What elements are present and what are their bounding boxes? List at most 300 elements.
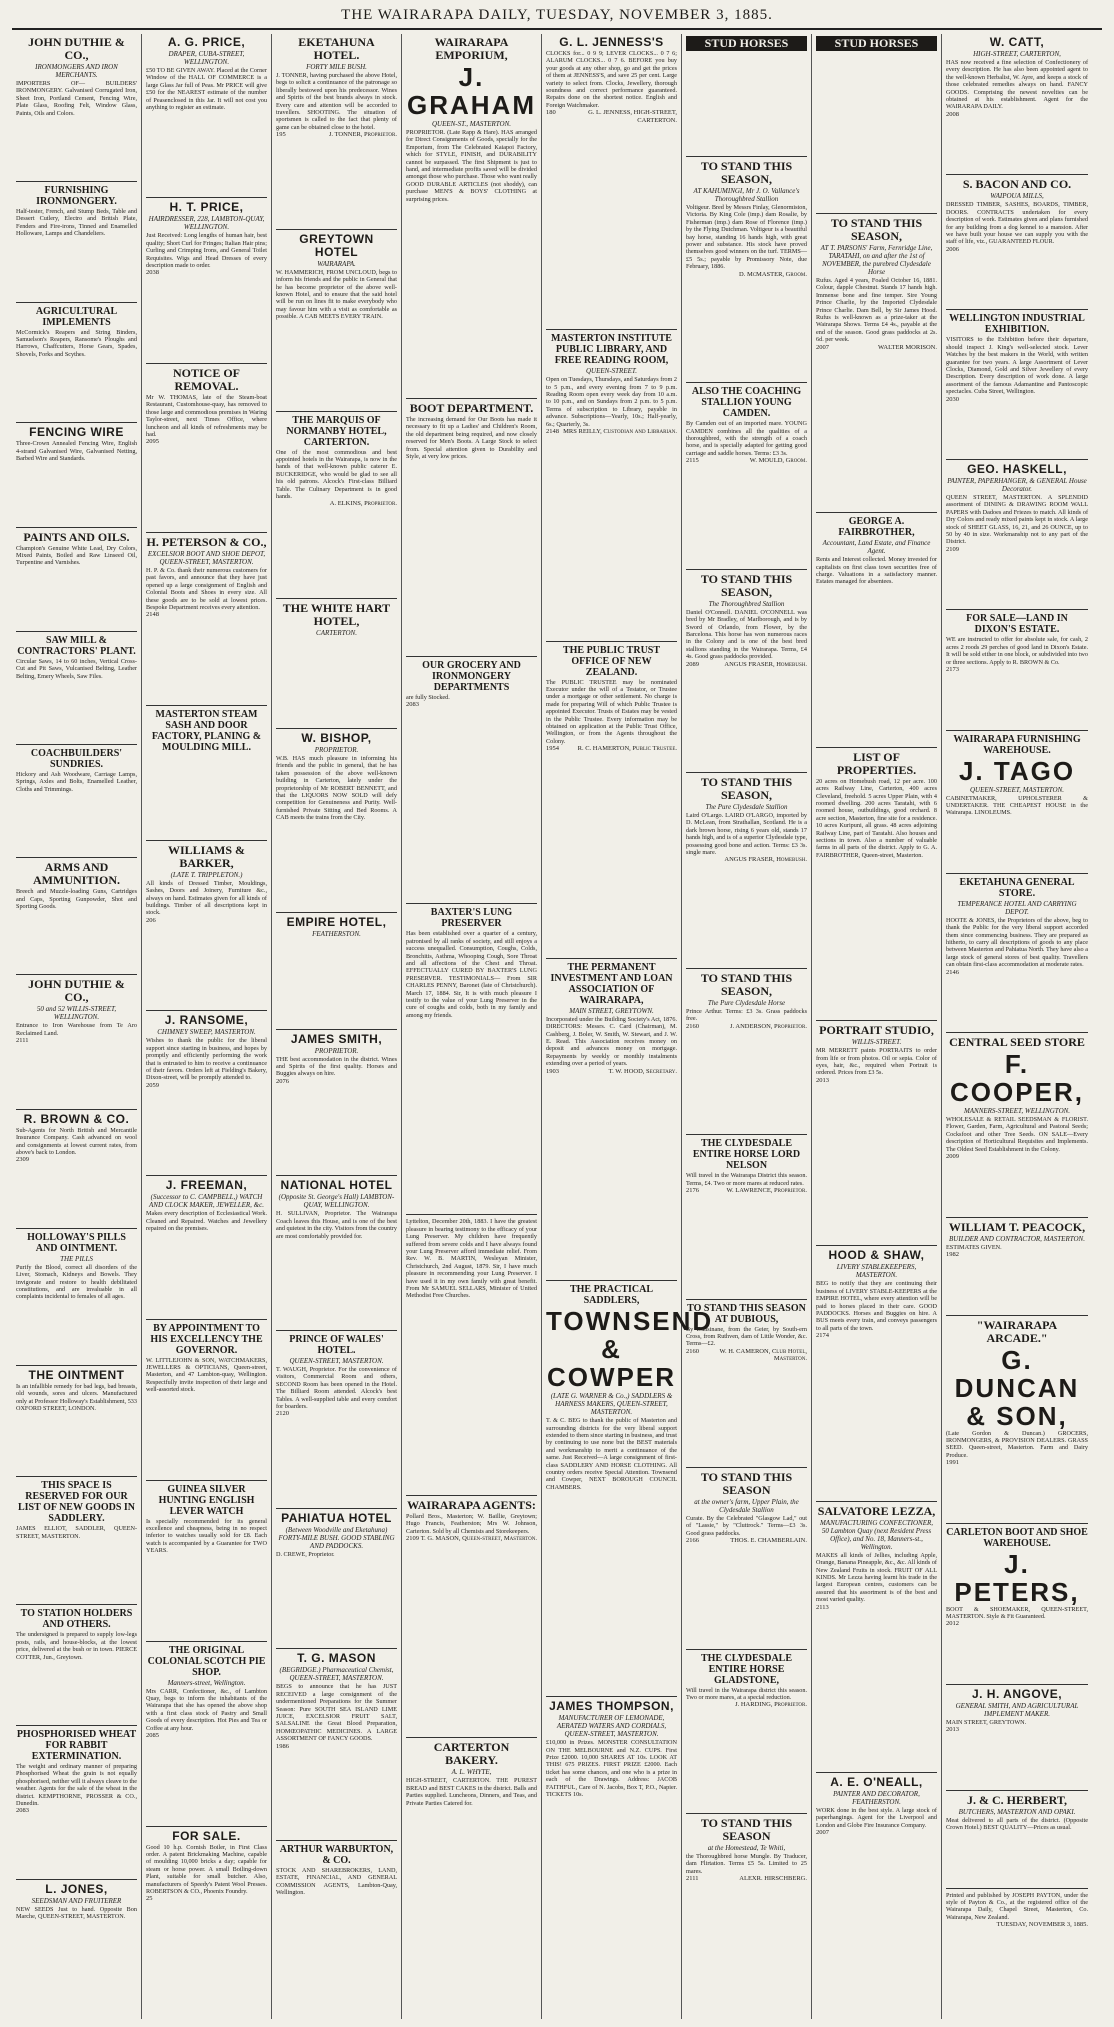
ad-subheading: QUEEN-STREET, MASTERTON. (289, 1356, 384, 1365)
ad-reference-number: 195 (276, 131, 286, 139)
ad-heading: TO STAND THIS SEASON, (700, 571, 793, 599)
advertisement (16, 531, 137, 632)
advertisement (146, 1645, 267, 1827)
ad-reference-number: 2009 (946, 1153, 959, 1161)
ad-body-text: Rents and Interest collected. Money invested for capitalists on first class town securities free of charge. Valuations in a satisfactory manner. Estates managed for absentees. (816, 556, 937, 586)
ad-subheading: Accountant, Land Estate, and Finance Agent. (822, 539, 931, 556)
ad-heading: W. CATT, (989, 35, 1045, 49)
ad-signature (276, 131, 397, 139)
ad-body-text: T. & C. BEG to thank the public of Masterton and surrounding districts for the very liberal support extended to them since starting in business, and trust by continuing to use none but the BEST materials and workmanship to merit a continuance of the same. Just Received—A large consignment of first-class SADDLERY AND HORSE CLOTHING. All country orders receive Special Attention. Townsend and Cowper, NEXT BOROUGH COUNCIL CHAMBERS. (546, 1417, 677, 1491)
advertisement (686, 573, 807, 773)
ad-heading: ALSO THE COACHING STALLION YOUNG CAMDEN. (691, 386, 802, 420)
ad-body-text: Is an infallible remedy for bad legs, bad breasts, old wounds, sores and ulcers. Manufactured only at Professor Holloway's Establishment, 533 OXFORD STREET, LONDON. (16, 1382, 137, 1413)
ad-body-text: £50 TO BE GIVEN AWAY. Placed at the Corner Window of the HALL OF COMMERCE is a large Glass Jar full of Peas. Mr PRICE will give £50 for the NEAREST estimate of the number of Peasenclosed in this Jar. It will not cost you anything to register an estimate. (146, 67, 267, 112)
ad-reference-number: 2007 (816, 343, 829, 351)
masthead (0, 0, 1114, 30)
advertisement (816, 1776, 937, 1998)
ad-subheading: LIVERY STABLEKEEPERS, MASTERTON. (836, 1263, 917, 1280)
ad-reference-number: 2109 (406, 1534, 419, 1542)
ad-body-text: The increasing demand for Our Boots has made it necessary to fit up a Ladies' and Children's Room, the old department being required, and now closely reserved for Men's Boots. A Large Stock to select from. Special attention given to Durability and Style, at very low prices. (406, 416, 537, 461)
ad-body-text: Lyttelton, December 20th, 1883. I have the greatest pleasure in bearing testimony to the efficacy of your Lung Preserver. My children have frequently suffered from severe colds and I have always found your Lung Preserver afford immediate relief. From Rev. W. B. MARTIN, Wesleyan Minister, Christchurch, 2nd August, 1879. Sir, I have much pleasure in recommending your Lung Preserver. I have used it in my own family with great benefit. From Mr SAMUEL SELLARS, Minister of United Methodist Free Churches. (406, 1218, 537, 1300)
ad-heading: THIS SPACE IS RESERVED FOR OUR LIST OF NEW GOODS IN SADDLERY. (17, 1480, 136, 1525)
advertisement (946, 613, 1088, 730)
ad-body-text: the Thoroughbred horse Mungle. By Traducer, dam Flirtation. Terms £5 5s. Limited to 25 mares. (686, 1852, 807, 1875)
ad-heading: TO STAND THIS SEASON, (700, 970, 793, 998)
advertisement (146, 844, 267, 1012)
ad-body-text: Daniel O'Connell. DANIEL O'CONNELL was bred by Mr Bradley, of Marlborough, and is by Sword of Orlando, from Flower, by the Barcelona. This horse has won numerous races in the Colony and is one of the best bred stallions standing in the Wairarapa. Terms, £4 4s. Good grass paddocks provided. (686, 608, 807, 661)
ad-heading: J. H. ANGOVE, (971, 1686, 1063, 1701)
advertisement (946, 1892, 1088, 1985)
ad-reference-number: 2115 (686, 457, 699, 465)
ad-signature-text: A. ELKINS, Proprietor. (329, 500, 397, 508)
advertisement (276, 602, 397, 729)
ad-subheading: A. L. WHYTE, (451, 1768, 492, 1777)
ad-subheading: IRONMONGERS AND IRON MERCHANTS. (35, 63, 118, 79)
ad-reference-number: 1982 (946, 1251, 959, 1258)
ad-body-text: THE best accommodation in the district. Wines and Spirits of the first quality. Horses and Buggies always on hire. (276, 1055, 397, 1078)
ad-signature (946, 111, 1088, 119)
advertisement (686, 386, 807, 570)
advertisement (146, 367, 267, 533)
advertisement (546, 36, 677, 330)
ad-subheading: PROPRIETOR. (314, 1046, 359, 1055)
ad-reference-number: 2173 (946, 666, 959, 673)
ad-subheading: (LATE G. WARNER & Co.,) SADDLERS & HARNESS MAKERS, QUEEN-STREET, MASTERTON. (550, 1392, 673, 1417)
ad-body-text: Hickory and Ash Woodware, Carriage Lamps, Springs, Axles and Bolts, Enamelled Leather, Cloths and Trimmings. (16, 770, 137, 793)
advertisement (946, 1221, 1088, 1316)
ad-signature (686, 271, 807, 279)
ad-body-text: The weight and ordinary manner of preparing Phosphorised Wheat the grain is not equally phosphorised, neither will it always cleave to the weather. Agents for the sale of the wheat in the district. KEMPTHORNE, PROSSER & CO., Dunedin. (16, 1762, 137, 1807)
ad-body-text: IMPORTERS OF— BUILDERS' IRONMONGERY. Galvanised Corrugated Iron, Sheet Iron, Portland Cement, Fencing Wire, Plate Glass, Roofing Felt, Window Glass, Paints, Oils and Colors. (16, 80, 137, 117)
column-3 (272, 34, 402, 2019)
ad-heading: MASTERTON STEAM SASH AND DOOR FACTORY, PLANING & MOULDING MILL. (151, 708, 262, 753)
ad-body-text: are fully Stocked. (406, 693, 450, 701)
ad-display-name: J. PETERS, (954, 1548, 1080, 1607)
advertisement (546, 962, 677, 1281)
ad-subheading: WAIPOUA MILLS, (990, 192, 1044, 201)
ad-reference-number: 1903 (546, 1067, 559, 1075)
ad-heading: CARLETON BOOT AND SHOE WAREHOUSE. (946, 1526, 1088, 1549)
advertisement (406, 36, 537, 399)
ad-body-text: Pollard Bros., Masterton; W. Baillie, Greytown; Hugo Francis, Featherston; Mrs W. Johnson, Carterton. Sold by all Chemists and Storekeepers. (406, 1512, 537, 1535)
ad-body-text: Is specially recommended for its general excellence and cheapness, being in no respect inferior to watches usually sold for £8. Each watch is accompanied by a Guarantee for TWO YEARS. (146, 1517, 267, 1555)
advertisement (686, 36, 807, 157)
column-7 (812, 34, 942, 2019)
ad-subheading: QUEEN-STREET. (585, 367, 637, 376)
ad-reference-number: 2176 (686, 1187, 699, 1195)
advertisement (146, 1323, 267, 1481)
ad-body-text: W.B. HAS much pleasure in informing his friends and the public in general, that he has taken possession of the above well-known building in Carterton, lately under the proprietorship of Mr ROBERT BENNETT, and that the LIQUORS NOW SOLD will defy competition for Genuineness and Purity. Well-furnished Private Sitting and Bed Rooms. A CAB meets the trains from the City. (276, 754, 397, 822)
ad-subheading: DRAPER, CUBA-STREET, WELLINGTON. (168, 50, 245, 66)
advertisement (406, 1741, 537, 2002)
ad-heading: THE ORIGINAL COLONIAL SCOTCH PIE SHOP. (147, 1644, 266, 1678)
advertisement (946, 313, 1088, 460)
ad-heading: THE CLYDESDALE ENTIRE HORSE GLADSTONE, (700, 1652, 793, 1686)
ad-heading: "WAIRARAPA ARCADE." (976, 1317, 1058, 1345)
ad-body-text: MAIN STREET, GREYTOWN. (946, 1718, 1027, 1726)
ad-reference-number: 2111 (686, 1875, 699, 1883)
ad-body-text: Printed and published by JOSEPH PAYTON, under the style of Payton & Co., at the registered office of the Wairarapa Daily, Chapel Street, Masterton, Co. Wairarapa, New Zealand. (946, 1891, 1088, 1921)
ad-subheading: WILLIS-STREET. (851, 1038, 902, 1047)
ad-heading: OUR GROCERY AND IRONMONGERY DEPARTMENTS (422, 659, 521, 693)
ad-heading: NOTICE OF REMOVAL. (172, 365, 240, 393)
ad-signature (686, 1187, 807, 1195)
ad-body-text: DRESSED TIMBER, SASHES, BOARDS, TIMBER, DOORS. CONTRACTS undertaken for every description of work. Estimates given and plans furnished for any building from a dog kennel to a mansion. After we have built your house we can supply you with the staff of life, viz., GUARANTEED FLOUR. (946, 201, 1088, 246)
ad-subheading: CHIMNEY SWEEP, MASTERTON. (157, 1028, 256, 1037)
advertisement (146, 709, 267, 841)
advertisement (546, 1700, 677, 2003)
ad-signature (16, 1156, 137, 1164)
advertisement (686, 776, 807, 969)
ad-body-text: MAKES all kinds of Jellies, including Apple, Orange, Banana Pineapple, &c., &c. All kinds of New Zealand Fruits in stock. FRUIT OF ALL KINDS. Mr Lezza having learnt his trade in the largest European centres, customers can be assured that his assortment is of the best and most varied quality. (816, 1551, 937, 1604)
ad-signature (946, 1459, 1088, 1467)
ad-reference-number: 2309 (16, 1156, 29, 1164)
ad-heading: HOLLOWAY'S PILLS AND OINTMENT. (27, 1231, 126, 1254)
ad-heading: H. T. PRICE, (169, 200, 244, 215)
ad-body-text: QUEEN STREET, MASTERTON. A SPLENDID assortment of DINING & DRAWING ROOM WALL PAPERS with Dadoes and Friezes to match. All kinds of Dry Colors and ready mixed paints kept in stock. A large stock of SHEET GLASS, 16, 21, and 26 OUNCE, up to 50 by 40 in size. Workmanship not to any part of the District. (946, 494, 1088, 546)
advertisement (276, 732, 397, 913)
ad-body-text: W. LITTLEJOHN & SON, WATCHMAKERS, JEWELLERS & OPTICIANS, Queen-street, Masterton, and 47 Lambton-quay, Wellington. Respectfully invite inspection of their large and well-assorted stock. (146, 1356, 267, 1394)
ad-body-text: JAMES ELLIOT, SADDLER, QUEEN-STREET, MASTERTON. (16, 1525, 137, 1540)
advertisement (686, 1817, 807, 1987)
ad-body-text: Good 10 h.p. Cornish Boiler, in First Class order. A patent Brickmaking Machine, capable of moulding 10,000 bricks a day; capable for steam or horse power. A small Boiling-down Plant, suitable for small butcher. Also, manufacturers of Speedy's Patent Wool Presses. ROBERTSON & CO., Phoenix Foundry. (146, 1843, 267, 1895)
ad-heading: THE OINTMENT (28, 1367, 125, 1382)
ad-heading: WELLINGTON INDUSTRIAL EXHIBITION. (949, 313, 1085, 336)
ad-signature-text: D. McMASTER, Groom. (739, 270, 807, 278)
ad-signature (946, 1153, 1088, 1161)
ad-heading: GEO. HASKELL, (967, 462, 1067, 477)
ad-heading: COACHBUILDERS' SUNDRIES. (30, 747, 123, 770)
ad-heading: WAIRARAPA AGENTS: (407, 1497, 536, 1512)
ad-body-text: Will travel in the Wairarapa district this season. Two or more mares, at a special reduction. (686, 1686, 807, 1701)
ad-reference-number: 2013 (816, 1076, 829, 1084)
ad-heading: AGRICULTURAL IMPLEMENTS (35, 305, 118, 328)
ad-subheading: AT KAHUMINGI, Mr J. O. Vallance's Thoroughbred Stallion (693, 187, 800, 203)
ad-body-text: Three-Crown Annealed Fencing Wire, English 4-strand Galvanised Wire, Galvanised Netting, Barbed Wire and Standards. (16, 440, 137, 463)
ad-body-text: Will travel in the Wairarapa District this season. Terms, £4. Two or more mares at reduced rates. (686, 1172, 807, 1187)
ad-body-text: Curate. By the Celebrated "Glasgow Lad," out of "Lassie," by "Cluttrock." Terms—£3 3s. Good grass paddocks. (686, 1514, 807, 1537)
ad-reference-number: 2174 (816, 1332, 829, 1340)
ad-body-text: (Late Gordon & Duncan.) GROCERS, IRONMONGERS, & PROVISION DEALERS. GRASS SEED. Queen-street, Masterton. Farm and Dairy Produce. (946, 1429, 1088, 1459)
ad-reference-number: 2083 (16, 1807, 29, 1815)
ad-heading: FENCING WIRE (29, 425, 124, 440)
ad-subheading: (BEGRIDGE.) Pharmaceutical Chemist, QUEEN-STREET, MASTERTON. (279, 1666, 394, 1683)
ad-signature-text: J. HARDING, Proprietor. (735, 1701, 807, 1709)
ad-signature (686, 1023, 807, 1031)
ad-signature (816, 1829, 937, 1837)
ad-signature (686, 1875, 807, 1883)
ad-reference-number: 2007 (816, 1829, 829, 1837)
ad-heading: BAXTER'S LUNG PRESERVER (430, 907, 513, 930)
ad-heading: J. & C. HERBERT, (966, 1792, 1068, 1807)
ad-reference-number: 2085 (146, 1732, 159, 1740)
advertisement (546, 333, 677, 641)
advertisement (686, 1138, 807, 1299)
ad-signature (276, 1078, 397, 1086)
advertisement (276, 1844, 397, 1987)
advertisement (546, 645, 677, 959)
advertisement (406, 1218, 537, 1495)
ad-heading: FURNISHING IRONMONGERY. (36, 185, 117, 208)
advertisement (146, 1179, 267, 1319)
ad-body-text: H. SULLIVAN, Proprietor. The Wairarapa Coach leaves this House, and is one of the best and quietest in the city. Visitors from the country are most comfortably provided for. (276, 1210, 397, 1240)
ad-subheading: MANUFACTURER OF LEMONADE, AERATED WATERS AND CORDIALS, QUEEN-STREET, MASTERTON. (556, 1714, 667, 1739)
ad-signature-text: T. W. HOOD, Secretary. (608, 1067, 677, 1075)
ad-signature (146, 438, 267, 446)
ad-heading: A. G. PRICE, (167, 35, 246, 49)
ad-body-text: Purify the Blood, correct all disorders of the Liver, Stomach, Kidneys and Bowels. They invigorate and restore to health debilitated constitutions, and are invaluable in all complaints incidental to females of all ages. (16, 1263, 137, 1301)
ad-signature (146, 611, 267, 619)
advertisement (276, 1334, 397, 1509)
ad-subheading: WAIRARAPA. (317, 259, 356, 268)
ad-heading: FOR SALE. (172, 1828, 241, 1843)
ad-display-name: G. DUNCAN & SON, (954, 1344, 1080, 1431)
ad-subheading: FEATHERSTON. (312, 929, 361, 938)
ad-body-text: Makes every description of Ecclesiastical Work. Cleaned and Repaired. Watches and Jewellery repaired on the premises. (146, 1210, 267, 1233)
advertisement (146, 1830, 267, 1989)
ad-body-text: CLOCKS for... 0 9 9; LEVER CLOCKS... 0 7 6; ALARUM CLOCKS... 0 7 6. BEFORE you buy your goods at any other shop, go and get the prices of them at JENNESS'S, and save 25 per cent. Large variety to select from. Clocks, Jewellery, thorough soundness and correct performance guaranteed. Repairs done on the shortest notice. English and Foreign Watchmaker. (546, 50, 677, 109)
ad-body-text: T. WAUGH, Proprietor. For the convenience of visitors, Commercial Room and others, SECOND Room has been opened in the Hotel. The Billiard Room attended. Alcock's best Tables. A well-supplied table and every comfort for boarders. (276, 1365, 397, 1410)
ad-signature-text: MRS REILLY, Custodian and Librarian. (563, 428, 677, 436)
advertisement (816, 1249, 937, 1501)
ad-body-text: Meat delivered to all parts of the district. (Opposite Crown Hotel.) BEST QUALITY—Prices as usual. (946, 1816, 1088, 1832)
ad-reference-number: 2012 (946, 1620, 959, 1628)
ad-body-text: Open on Tuesdays, Thursdays, and Saturdays from 2 to 5 p.m., and every evening from 7 to 9 p.m. Reading Room open every week day from 10 a.m. to 10 p.m., and on Sundays from 2 p.m. to 5 p.m. Terms of subscription to Library, payable in advance. Subscriptions—Yearly, 10s.; Half-yearly, 6s.; Quarterly, 3s. (546, 376, 677, 428)
advertisement (946, 36, 1088, 175)
ad-heading: TO STAND THIS SEASON, (700, 775, 793, 803)
ad-heading: TO STAND THIS SEASON, (830, 216, 923, 243)
ad-body-text: PROPRIETOR. (Late Rapp & Hare). HAS arranged for Direct Consignments of Goods, specially for the Emporium, from The Celebrated Kaiapoi Factory, which for STYLE, FINISH, and DURABILITY cannot be surpassed. The first Shipment is just to hand, and intermediate profits saved will be divided amongst those who purchase. Those who want really GOOD DURABLE ARTICLES (not shoddy), can purchase MEN'S & BOYS' CLOTHING at surprising prices. (406, 129, 537, 203)
ad-reference-number: 2111 (16, 1037, 29, 1045)
ad-body-text: J. TONNER, having purchased the above Hotel, begs to solicit a continuance of the patronage so liberally bestowed upon his predecessor. Wines and Spirits of the best brands always in stock. Every care and attention will be accorded to travellers. SHOOTING. The situation of sportsmen is called to the fact that plenty of game can be obtained close to the hotel. (276, 72, 397, 131)
ad-display-name: TOWNSEND & COWPER (546, 1306, 714, 1393)
ad-signature-text: R. C. HAMERTON, Public Trustee. (577, 745, 677, 753)
ad-subheading: (LATE T. TRIPPLETON.) (170, 870, 243, 879)
ad-signature (276, 500, 397, 508)
advertisement (686, 1653, 807, 1814)
ad-subheading: (Successor to C. CAMPBELL,) WATCH AND CLOCK MAKER, JEWELLER, &c. (149, 1193, 264, 1210)
ad-body-text: HAS now received a fine selection of Confectionery of every description. He has also been appointed agent to the well-known Herbalist, W. Ayre, and keeps a stock of those celebrated remedies always on hand. FANCY GOODS. Comprising the newest novelties can be obtained at his establishment. Agent for the WAIRARAPA DAILY. (946, 59, 1088, 111)
ad-heading: J. FREEMAN, (165, 1178, 248, 1193)
ad-body-text: Voltigeur. Bred by Messrs Finlay, Glenormiston, Victoria. By King Cole (imp.) dam Rosalie, by Fisherman (imp.) dam Rose of Florence (imp.) by the Flying Dutchman. Voltigeur is a beautiful bay horse, standing 16 hands high, with great power and substance. His stock have proved themselves good winners on the turf. TERMS—£5 5s.; payable by Promissory Note, due February, 1886. (686, 204, 807, 271)
ad-reference-number: 2030 (946, 395, 959, 403)
advertisement (276, 1033, 397, 1177)
ad-body-text: WE are instructed to offer for absolute sale, for cash, 2 acres 2 roods 29 perches of good land in Dixon's Estate. It will be sold either in one block, or subdivided into two or three sections. Apply to R. BROWN & Co. (946, 636, 1088, 666)
ad-signature-text: T. G. MASON, Queen-street, Masterton. (420, 1534, 537, 1542)
advertisement (276, 415, 397, 599)
ad-body-text: CABINETMAKER, UPHOLSTERER & UNDERTAKER. THE CHEAPEST HOUSE in the Wairarapa. LINOLEUMS. (946, 794, 1088, 817)
ad-heading: FOR SALE—LAND IN DIXON'S ESTATE. (966, 613, 1068, 636)
ad-body-text: McCormick's Reapers and String Binders, Samuelson's Reapers, Ransome's Ploughs and Harrows, Chaffcutters, Horse Gears, Spades, Shovels, Forks and Scythes. (16, 328, 137, 358)
advertisement (16, 36, 137, 182)
ad-heading: EKETAHUNA HOTEL. (298, 35, 375, 62)
ad-heading: LIST OF PROPERTIES. (836, 749, 917, 777)
ad-reference-number: 2160 (686, 1347, 699, 1355)
ad-subheading: MANNERS-STREET, WELLINGTON. (963, 1107, 1071, 1116)
ad-signature (686, 457, 807, 465)
ad-reference-number: 2148 (546, 428, 559, 436)
ad-display-name: J. GRAHAM (407, 62, 536, 120)
ad-body-text: The PUBLIC TRUSTEE may be nominated Executor under the will of a Testator, or Trustee under a mortgage or other settlement. No charge is made for preparing Will of which Public Trustee is appointed Executor. Trusts of Estates may be vested in the Public Trustee. Every information may be obtained on application at the Public Trust Office, Wellington, or from the Agents throughout the Colony. (546, 678, 677, 745)
ad-subheading: at the owner's farm, Upper Plain, the Clydesdale Stallion (694, 1497, 799, 1514)
advertisement (276, 233, 397, 412)
ad-heading: GEORGE A. FAIRBROTHER, (838, 516, 915, 539)
ad-signature (276, 1410, 397, 1418)
ad-body-text: W. HAMMERICH, FROM UNCLOUD, begs to inform his friends and the public in General that he has become proprietor of the above well-known Hotel, and to ensure that the said hotel will be run on lines fit to make everybody who may favour him with a visit as comfortable as possible. A CAB MEETS EVERY TRAIN. (276, 268, 397, 321)
ad-heading: TO STAND THIS SEASON, (700, 159, 793, 186)
ad-subheading: SEEDSMAN AND FRUITERER (31, 1896, 122, 1905)
ad-heading: TO STAND THIS SEASON (700, 1815, 793, 1843)
ad-signature (406, 1535, 537, 1543)
ad-subheading: CARTERTON. (316, 628, 357, 637)
ad-heading: W. BISHOP, (301, 730, 372, 745)
ad-heading: JAMES SMITH, (290, 1031, 383, 1046)
ad-heading: JOHN DUTHIE & CO., (28, 977, 125, 1005)
ad-subheading: QUEEN-ST., MASTERTON. (431, 120, 512, 128)
ad-subheading: (Between Woodville and Eketahuna) FORTY-MILE BUSH. GOOD STABLING AND PADDOCKS. (278, 1525, 395, 1550)
ad-body-text: BEG to notify that they are continuing their business of LIVERY STABLE-KEEPERS at the EMPIRE HOTEL, where every attention will be paid to horses placed in their care. GOOD PADDOCKS. Horses and Buggies on hire. A BUS meets every train, and conveys passengers to all parts of the town. (816, 1280, 937, 1332)
ad-subheading: GENERAL SMITH, AND AGRICULTURAL IMPLEMENT MAKER. (955, 1701, 1079, 1718)
advertisement (686, 1303, 807, 1468)
column-6 (682, 34, 812, 2019)
ad-signature (546, 109, 677, 124)
ad-body-text: All kinds of Dressed Timber, Mouldings, Sashes, Doors and Joinery, Furniture &c., always on hand. Estimates given for all kinds of buildings. Timber of all descriptions kept in stock. (146, 879, 267, 917)
column-1 (12, 34, 142, 2019)
ad-reference-number: 2166 (686, 1537, 699, 1545)
ad-signature (546, 1068, 677, 1076)
advertisement (16, 1883, 137, 1985)
ad-body-text: One of the most commodious and best appointed hotels in the Wairarapa, is now in the hands of that well-known public caterer E. BUCKERIDGE, who would be glad to see all his old patrons. Alcock's First-class Billiard Table. The Culinary Department is in good hands. (276, 448, 397, 501)
ad-subheading: MANUFACTURING CONFECTIONER, 50 Lambton Quay (next Resident Press Office), and No. 18, Manners-st., Wellington. (819, 1518, 934, 1551)
advertisement (16, 426, 137, 527)
ad-signature-text: J. TONNER, Proprietor. (328, 131, 397, 139)
ad-reference-number: 2148 (146, 611, 159, 619)
ad-signature-text: J. ANDERSON, Proprietor. (730, 1022, 807, 1030)
advertisement (816, 751, 937, 1021)
ad-reference-number: 2059 (146, 1081, 159, 1089)
advertisement (276, 1512, 397, 1649)
advertisement (146, 1014, 267, 1176)
advertisement (16, 1113, 137, 1229)
ad-subheading: Manners-street, Wellington. (167, 1678, 246, 1687)
ad-heading: THE PRACTICAL SADDLERS, (569, 1284, 654, 1307)
ad-heading: THE WHITE HART HOTEL, (282, 600, 391, 628)
ad-heading: PRINCE OF WALES' HOTEL. (289, 1333, 384, 1356)
ad-signature (946, 969, 1088, 977)
ad-heading: A. E. O'NEALL, (830, 1775, 923, 1790)
advertisement (276, 36, 397, 230)
ad-heading: WILLIAMS & BARKER, (167, 842, 245, 870)
ad-signature (946, 1251, 1088, 1259)
advertisement (16, 1369, 137, 1478)
column-2 (142, 34, 272, 2019)
ad-heading: TO STAND THIS SEASON (700, 1469, 793, 1497)
ad-reference-number: 2120 (276, 1410, 289, 1418)
ad-signature (146, 1082, 267, 1090)
ad-signature (16, 1807, 137, 1815)
ad-signature (686, 1537, 807, 1545)
ad-heading: HOOD & SHAW, (828, 1248, 925, 1263)
advertisement (946, 1527, 1088, 1685)
ad-signature (146, 1895, 267, 1903)
ad-body-text: Circular Saws, 14 to 60 inches, Vertical Cross-Cut and Pit Saws, Vulcanised Belting, Leather Belting, Emery Wheels, Saw Files. (16, 657, 137, 680)
advertisement (406, 660, 537, 905)
ad-signature (816, 344, 937, 352)
advertisement (686, 1471, 807, 1650)
ad-heading: L. JONES, (45, 1881, 108, 1896)
ad-body-text: BOOT & SHOEMAKER, QUEEN-STREET, MASTERTON. Style & Fit Guaranteed. (946, 1605, 1088, 1621)
ad-reference-number: 2113 (816, 1603, 829, 1611)
ad-signature (146, 269, 267, 277)
ad-heading: GREYTOWN HOTEL (299, 231, 374, 259)
ad-signature-text: G. L. JENNESS, HIGH-STREET, CARTERTON. (588, 109, 677, 124)
advertisement (16, 748, 137, 858)
ad-heading: THE MARQUIS OF NORMANBY HOTEL, CARTERTON. (286, 414, 387, 448)
advertisement (276, 1179, 397, 1331)
newspaper-columns (12, 34, 1102, 2019)
ad-body-text: VISITORS to the Exhibition before their departure, should inspect J. King's well-selected stock. Lever Watches by the best makers in the World, with written guarantee for two years. A large Assortment of Lever Clocks, Diamond, Gold and Silver Jewellery of every Description. Every description of work done. A large assortment of the famous Adamantine and Pantoscopic spectacles. Cuba Street, Wellington. (946, 336, 1088, 396)
ad-heading: CENTRAL SEED STORE (949, 1035, 1085, 1050)
ad-body-text: 20 acres on Homebush road, 12 per acre. 100 acres Railway Line, Carterton, 400 acres Cleveland, freehold. 5 acres Upper Plain, with 4 roomed dwelling. 200 acres Taratahi, with 6 roomed house, outbuildings, good orchard. 8 acre section, Masterton, fine site for a residence. 10 acres Kuripuni, all grass. 48 acres adjoining Railway Line, part of Taratahi. Also houses and sections in town. Also a number of valuable farms in all parts of the district. Apply to G. A. FAIRBROTHER, Queen-street, Masterton. (816, 777, 937, 859)
ad-heading: G. L. JENNESS'S (559, 35, 664, 49)
ad-body-text: HIGH-STREET, CARTERTON. THE PUREST BREAD and BEST CAKES in the district. Balls and Parties supplied. Luncheons, Dinners, and Teas, and Private Parties Catered for. (406, 1777, 537, 1807)
advertisement (16, 978, 137, 1109)
advertisement (816, 516, 937, 748)
advertisement (16, 1480, 137, 1605)
ad-signature-text: W. MOULD, Groom. (749, 457, 807, 465)
ad-reference-number: 2095 (146, 438, 159, 446)
ad-subheading: The Thoroughbred Stallion (708, 599, 785, 608)
ad-body-text: WHOLESALE & RETAIL SEEDSMAN & FLORIST. Flower, Garden, Farm, Agricultural and Pastoral Seeds; Cocksfoot and other Tree Seeds. ON SALE—Every description of Horticultural Requisites and Implements. The Oldest Seed Establishment in the Colony. (946, 1116, 1088, 1153)
advertisement (16, 1232, 137, 1366)
ad-subheading: BUILDER AND CONTRACTOR, MASTERTON. (949, 1234, 1085, 1243)
ad-subheading: HAIRDRESSER, 228, LAMBTON-QUAY, WELLINGTON. (148, 215, 265, 232)
ad-signature (686, 661, 807, 669)
ad-body-text: Just Received: Long lengths of human hair, best quality; Short Curl for Fringes; Italian Hair pins; Curling and Crimping Irons, and General Toilet Requisites. Wigs and Head Dresses of every description made to order. (146, 232, 267, 270)
advertisement (146, 1484, 267, 1642)
advertisement (816, 217, 937, 513)
advertisement (16, 861, 137, 975)
ad-body-text: Champion's Genuine White Lead, Dry Colors, Mixed Paints, Boiled and Raw Linseed Oil, Turpentine and Varnishes. (16, 544, 137, 567)
ad-body-text: NEW SEEDS Just to hand. Opposite Bon Marche, QUEEN-STREET, MASTERTON. (16, 1905, 137, 1921)
advertisement (946, 463, 1088, 610)
ad-heading: R. BROWN & CO. (23, 1111, 130, 1126)
ad-heading: BY APPOINTMENT TO HIS EXCELLENCY THE GOVERNOR. (150, 1322, 263, 1356)
column-4 (402, 34, 542, 2019)
ad-subheading: HIGH-STREET, CARTERTON, (973, 50, 1061, 58)
ad-heading: PORTRAIT STUDIO, (819, 1023, 934, 1038)
ad-heading: PAHIATUA HOTEL (281, 1510, 392, 1525)
ad-subheading: at the Homestead, Te Whiti, (707, 1843, 786, 1852)
ad-heading: THE CLYDESDALE ENTIRE HORSE LORD NELSON (692, 1138, 801, 1172)
advertisement (16, 1729, 137, 1880)
ad-reference-number: 2038 (146, 269, 159, 277)
ad-reference-number: 1986 (276, 1742, 289, 1750)
ad-body-text: Laird O'Largo. LAIRD O'LARGO, imported by D. McLean, from Strathallan, Scotland. He is a dark brown horse, rising 6 years old, stands 17 hands high, and is of a superior Clydesdale type, possessing good bone and action. Terms: £3 3s. single mare. (686, 812, 807, 857)
ad-signature (946, 1726, 1088, 1734)
ad-body-text: Sub-Agents for North British and Mercantile Insurance Company. Cash advanced on wool and consignments at lowest current rates, from above's back to London. (16, 1126, 137, 1156)
ad-signature (686, 1348, 807, 1363)
ad-body-text: BEGS to announce that he has JUST RECEIVED a large consignment of the undermentioned Preparations for the Summer Season: Pure SOUTH SEA ISLAND LIME JUICE, EXCELSIOR FRUIT SALT, SALSALINE the Great Blood Preparation, HOMŒOPATHIC MEDICINES. A LARGE ASSORTMENT OF FANCY GOODS. (276, 1683, 397, 1743)
ad-signature (816, 1332, 937, 1340)
ad-body-text: Rufus. Aged 4 years, Foaled October 16, 1881. Colour, dapple Chestnut. Stands 17 hands high. Immense bone and fine temper. Sire Young Prince Charlie, by the Imported Clydesdale Prince Charlie. Dam Bell, by Sir James Hood. Rufus is well-known as a prize-taker at the Wairarapa Shows. Terms £4 4s., payable at the end of the season. Good grass paddocks at 2s. 6d. per week. (816, 277, 937, 344)
ad-subheading: BUTCHERS, MASTERTON AND OPAKI. (958, 1807, 1076, 1816)
advertisement (276, 916, 397, 1030)
advertisement (816, 36, 937, 214)
ad-reference-number: 2083 (406, 700, 419, 708)
advertisement (16, 185, 137, 303)
ad-signature (946, 666, 1088, 674)
